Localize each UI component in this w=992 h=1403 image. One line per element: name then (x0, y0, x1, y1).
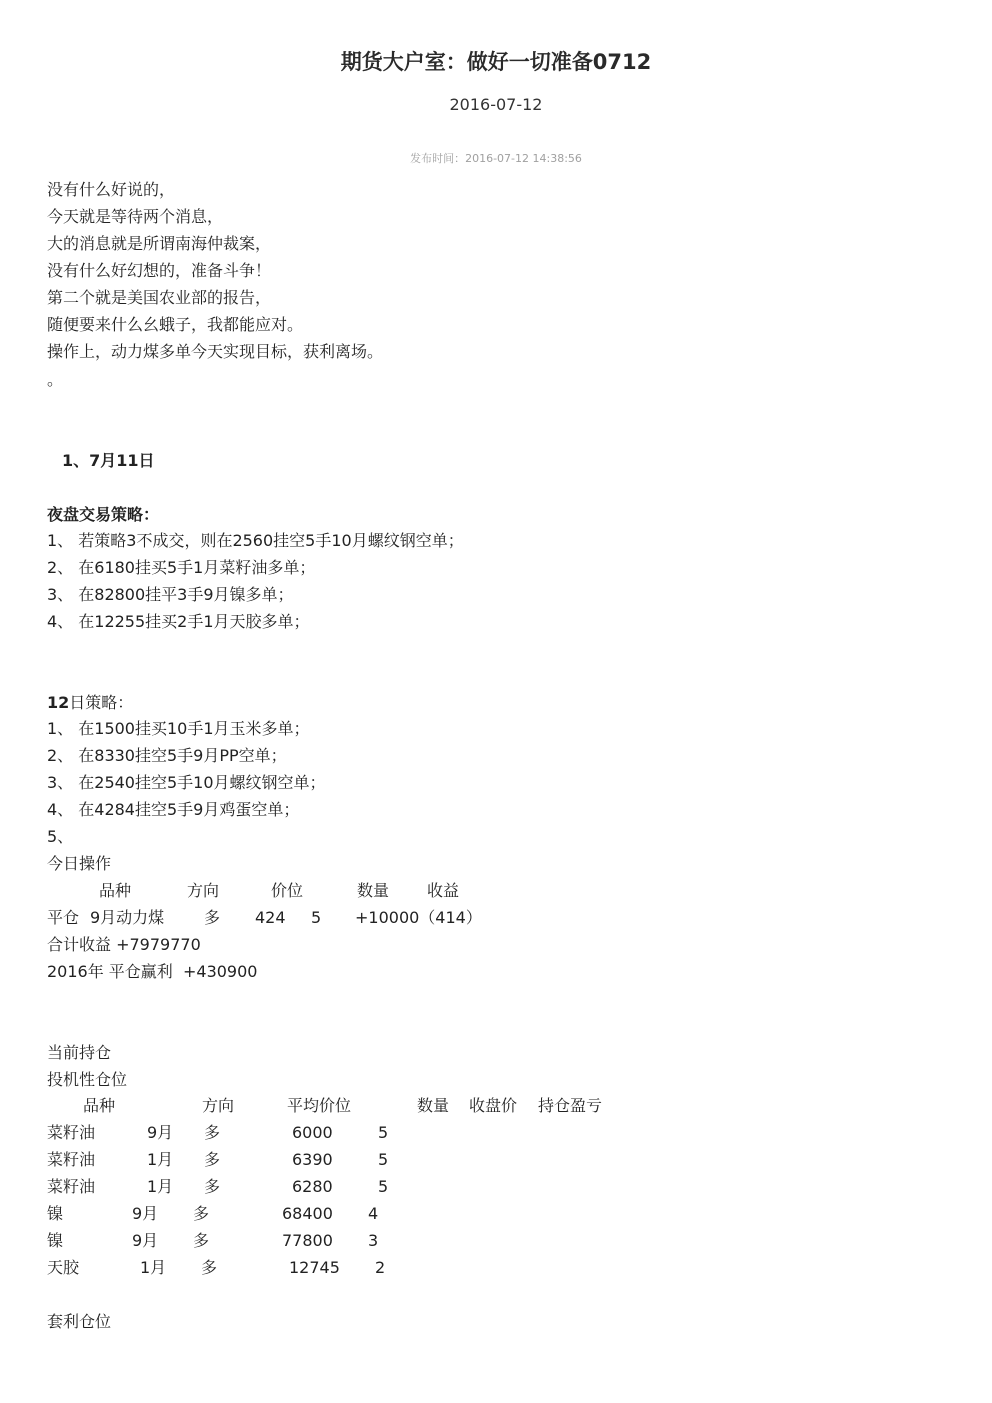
intro-line: 。 (47, 370, 64, 389)
pos-cell: 12745 (289, 1258, 340, 1277)
pos-cell: 5 (378, 1123, 389, 1142)
pos-col-header: 品种 (83, 1096, 116, 1115)
spec-positions-heading: 投机性仓位 (47, 1070, 128, 1089)
ops-col-header: 价位 (271, 881, 304, 900)
pos-cell: 77800 (282, 1231, 333, 1250)
pos-cell: 多 (193, 1231, 210, 1250)
heading-text: 日策略： (69, 693, 134, 712)
pos-cell: 1月 (147, 1150, 174, 1169)
pos-col-header: 方向 (202, 1096, 235, 1115)
pos-cell: 菜籽油 (47, 1123, 96, 1142)
intro-line: 没有什么好说的， (47, 180, 176, 199)
article-title: 期货大户室：做好一切准备0712 (340, 50, 652, 74)
section-heading-12 (47, 693, 133, 713)
pos-cell: 6390 (292, 1150, 333, 1169)
ops-cell: 5 (311, 908, 322, 927)
article-date: 2016-07-12 (449, 95, 543, 114)
night-item: 3、 在82800挂平3手9月镍多单； (47, 585, 294, 604)
strategy-item: 3、 在2540挂空5手10月螺纹钢空单； (47, 773, 326, 792)
pos-cell: 2 (375, 1258, 386, 1277)
pos-cell: 9月 (132, 1204, 159, 1223)
pos-cell: 多 (204, 1123, 221, 1142)
night-item: 2、 在6180挂买5手1月菜籽油多单； (47, 558, 316, 577)
strategy-item: 4、 在4284挂空5手9月鸡蛋空单； (47, 800, 300, 819)
year-profit: 2016年 平仓赢利 +430900 (47, 962, 258, 981)
ops-cell: 平仓 (47, 908, 80, 927)
pos-cell: 4 (368, 1204, 379, 1223)
pos-cell: 多 (201, 1258, 218, 1277)
pos-cell: 68400 (282, 1204, 333, 1223)
intro-line: 操作上，动力煤多单今天实现目标，获利离场。 (47, 342, 384, 361)
pos-col-header: 数量 (417, 1096, 450, 1115)
ops-col-header: 收益 (427, 881, 460, 900)
pos-cell: 5 (378, 1177, 389, 1196)
pos-cell: 3 (368, 1231, 379, 1250)
pos-cell: 多 (204, 1150, 221, 1169)
positions-heading: 当前持仓 (47, 1043, 112, 1062)
total-profit: 合计收益 +7979770 (47, 935, 201, 954)
strategy-item: 5、 (47, 827, 74, 846)
pos-col-header: 持仓盈亏 (538, 1096, 603, 1115)
intro-line: 随便要来什么幺蛾子，我都能应对。 (47, 315, 304, 334)
ops-col-header: 品种 (99, 881, 132, 900)
intro-line: 今天就是等待两个消息， (47, 207, 224, 226)
night-item: 1、 若策略3不成交，则在2560挂空5手10月螺纹钢空单； (47, 531, 464, 550)
night-item: 4、 在12255挂买2手1月天胶多单； (47, 612, 310, 631)
pos-col-header: 平均价位 (287, 1096, 352, 1115)
pos-col-header: 收盘价 (469, 1096, 518, 1115)
pos-cell: 菜籽油 (47, 1150, 96, 1169)
pos-cell: 多 (204, 1177, 221, 1196)
heading-number: 12 (47, 693, 70, 712)
pos-cell: 菜籽油 (47, 1177, 96, 1196)
pos-cell: 镍 (47, 1231, 64, 1250)
night-strategy-heading: 夜盘交易策略： (47, 505, 160, 524)
ops-cell: 多 (204, 908, 221, 927)
section-heading-0711: 1、7月11日 (62, 451, 155, 470)
today-ops-heading: 今日操作 (47, 854, 112, 873)
arb-positions-heading: 套利仓位 (47, 1312, 112, 1331)
pos-cell: 1月 (140, 1258, 167, 1277)
pos-cell: 6280 (292, 1177, 333, 1196)
intro-line: 没有什么好幻想的，准备斗争！ (47, 261, 272, 280)
pos-cell: 1月 (147, 1177, 174, 1196)
pos-cell: 5 (378, 1150, 389, 1169)
pos-cell: 天胶 (47, 1258, 80, 1277)
ops-col-header: 数量 (357, 881, 390, 900)
pos-cell: 9月 (147, 1123, 174, 1142)
pos-cell: 多 (193, 1204, 210, 1223)
pos-cell: 镍 (47, 1204, 64, 1223)
intro-line: 大的消息就是所谓南海仲裁案， (47, 234, 272, 253)
strategy-item: 1、 在1500挂买10手1月玉米多单； (47, 719, 310, 738)
intro-line: 第二个就是美国农业部的报告， (47, 288, 272, 307)
pos-cell: 6000 (292, 1123, 333, 1142)
strategy-item: 2、 在8330挂空5手9月PP空单； (47, 746, 287, 765)
publish-time: 发布时间：2016-07-12 14:38:56 (410, 152, 582, 165)
ops-cell: +10000（414） (355, 908, 482, 927)
pos-cell: 9月 (132, 1231, 159, 1250)
ops-cell: 424 (255, 908, 286, 927)
ops-cell: 9月动力煤 (90, 908, 165, 927)
ops-col-header: 方向 (187, 881, 220, 900)
